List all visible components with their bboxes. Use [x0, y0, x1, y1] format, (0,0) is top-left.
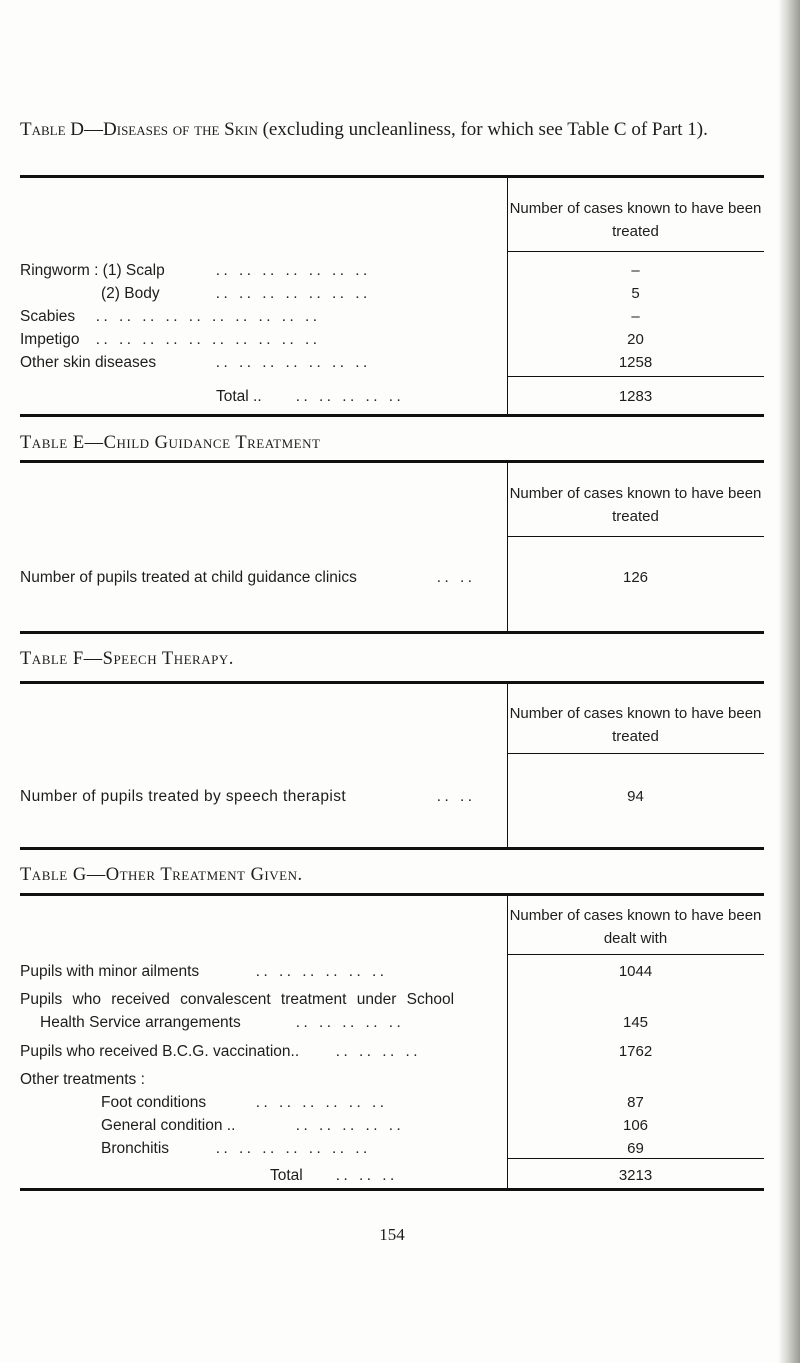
table-f-header-rule: [507, 753, 764, 754]
table-row: Pupils who received convalescent treatment under School: [20, 991, 455, 1008]
table-g-column-header: Number of cases known to have been dealt with: [509, 907, 762, 947]
table-d-top-rule: [20, 175, 764, 178]
table-row: Other treatments :: [20, 1071, 145, 1088]
table-f-bottom-rule: [20, 847, 764, 850]
table-e-column-header: Number of cases known to have been treated: [509, 485, 762, 525]
table-total-row: Total .. .. .. .. .. .. 1283: [216, 388, 653, 405]
table-f-title: Table F—Speech Therapy.: [20, 649, 234, 669]
table-g-title: Table G—Other Treatment Given.: [20, 865, 303, 885]
table-e-title: Table E—Child Guidance Treatment: [20, 433, 321, 453]
page-number: 154: [379, 1225, 405, 1244]
table-total-row: Total .. .. .. 3213: [270, 1167, 653, 1184]
table-d-bottom-rule: [20, 414, 764, 417]
table-row: General condition .. .. .. .. .. .. 106: [101, 1117, 649, 1134]
table-d-total-rule: [507, 376, 764, 377]
table-row: Number of pupils treated at child guidance clinics .. .. 126: [20, 569, 649, 586]
table-row: Pupils with minor ailments .. .. .. .. .. .. 1044: [20, 963, 653, 980]
table-row: Impetigo .. .. .. .. .. .. .. .. .. .. 20: [20, 331, 644, 348]
table-g-top-rule: [20, 893, 764, 896]
table-row: (2) Body .. .. .. .. .. .. .. 5: [101, 285, 640, 302]
table-row: Bronchitis .. .. .. .. .. .. .. 69: [101, 1140, 644, 1157]
table-row: Scabies .. .. .. .. .. .. .. .. .. .. –: [20, 308, 640, 325]
table-d-title: Table D—Diseases of the Skin (excluding uncleanliness, for which see Table C of Part 1).: [20, 119, 708, 140]
table-row: Other skin diseases .. .. .. .. .. .. .. 1258: [20, 354, 653, 371]
table-row: Pupils who received B.C.G. vaccination.. .. .. .. .. 1762: [20, 1043, 653, 1060]
table-f-column-header: Number of cases known to have been treated: [509, 705, 762, 745]
table-row: Number of pupils treated by speech therapist .. .. 94: [20, 788, 644, 805]
table-e-header-rule: [507, 536, 764, 537]
table-row: Foot conditions .. .. .. .. .. .. 87: [101, 1094, 644, 1111]
table-d-column-header: Number of cases known to have been treated: [509, 200, 762, 240]
table-row: Ringworm : (1) Scalp .. .. .. .. .. .. .. –: [20, 262, 640, 279]
table-e-bottom-rule: [20, 631, 764, 634]
table-f-top-rule: [20, 681, 764, 684]
table-g-header-rule: [507, 954, 764, 955]
table-g-total-rule: [507, 1158, 764, 1159]
table-row: Health Service arrangements .. .. .. .. .. 145: [40, 1014, 649, 1031]
table-e-top-rule: [20, 460, 764, 463]
table-g-bottom-rule: [20, 1188, 764, 1191]
page-edge-shadow: [778, 0, 800, 1363]
table-d-header-rule: [507, 251, 764, 252]
